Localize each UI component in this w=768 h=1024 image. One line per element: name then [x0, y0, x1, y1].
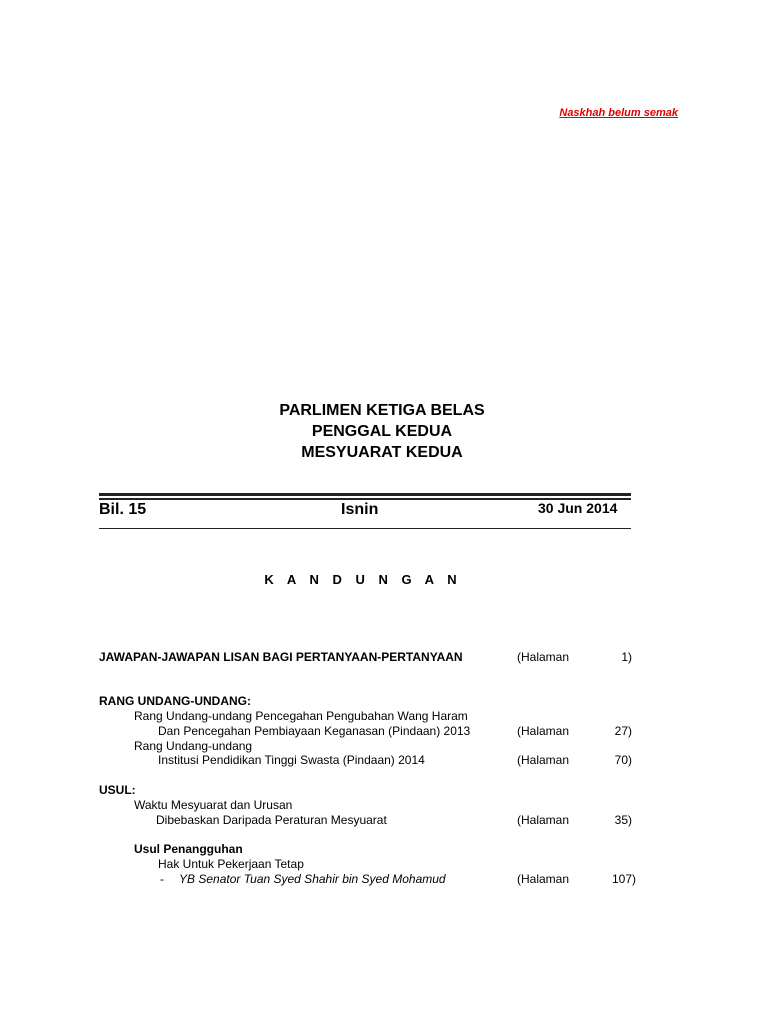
- toc-motion1-line2: Dibebaskan Daripada Peraturan Mesyuarat: [156, 813, 387, 827]
- toc-adjournment-dash: -: [160, 872, 164, 886]
- draft-notice: Naskhah belum semak: [559, 107, 678, 119]
- issue-date: 30 Jun 2014: [538, 500, 618, 516]
- toc-bill2-line2: Institusi Pendidikan Tinggi Swasta (Pindaan) 2014: [158, 753, 425, 767]
- toc-oral-answers-page: 1): [621, 650, 632, 664]
- toc-bill1-page: 27): [614, 724, 632, 738]
- header-rule-top: [99, 493, 631, 496]
- issue-day: Isnin: [341, 501, 379, 518]
- toc-motion1-page-label: (Halaman: [517, 813, 570, 827]
- toc-motion1-line1: Waktu Mesyuarat dan Urusan: [134, 798, 293, 812]
- toc-adjournment-page-label: (Halaman: [517, 872, 570, 886]
- toc-bill2-page-label: (Halaman: [517, 753, 570, 767]
- contents-heading: K A N D U N G A N: [264, 572, 462, 587]
- header-rule-bottom: [99, 528, 631, 529]
- toc-motions-heading: USUL:: [99, 783, 136, 797]
- title-session: PENGGAL KEDUA: [311, 423, 453, 440]
- toc-oral-answers-page-label: (Halaman: [517, 650, 570, 664]
- document-title: [0, 400, 764, 463]
- toc-bill1-line1: Rang Undang-undang Pencegahan Pengubahan Wang Haram: [134, 709, 468, 723]
- toc-bill1-page-label: (Halaman: [517, 724, 570, 738]
- toc-bill1-line2: Dan Pencegahan Pembiayaan Keganasan (Pindaan) 2013: [158, 724, 471, 738]
- title-parliament: PARLIMEN KETIGA BELAS: [279, 402, 485, 419]
- title-meeting: MESYUARAT KEDUA: [301, 444, 463, 461]
- toc-adjournment-subject: Hak Untuk Pekerjaan Tetap: [158, 857, 304, 871]
- toc-adjournment-speaker: YB Senator Tuan Syed Shahir bin Syed Mohamud: [179, 872, 446, 886]
- toc-oral-answers-heading: JAWAPAN-JAWAPAN LISAN BAGI PERTANYAAN-PERTANYAAN: [99, 650, 463, 664]
- issue-number: Bil. 15: [99, 501, 147, 518]
- toc-adjournment-page: 107): [611, 872, 636, 886]
- toc-motion1-page: 35): [614, 813, 632, 827]
- toc-bill2-line1: Rang Undang-undang: [134, 739, 253, 753]
- toc-adjournment-heading: Usul Penangguhan: [134, 842, 243, 856]
- toc-bill2-page: 70): [614, 753, 632, 767]
- toc-bills-heading: RANG UNDANG-UNDANG:: [99, 694, 251, 708]
